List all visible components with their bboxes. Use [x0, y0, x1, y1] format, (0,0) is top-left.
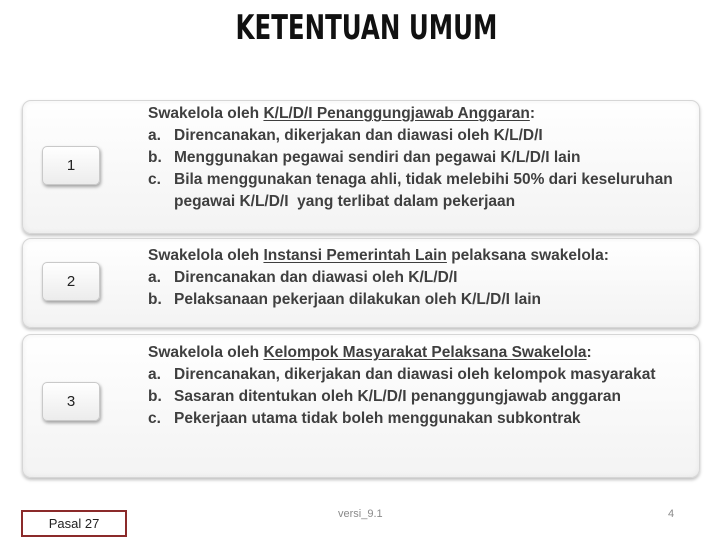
section-number-3: 3: [42, 382, 100, 421]
list-item: [148, 147, 696, 169]
version-label: versi_9.1: [338, 508, 383, 520]
item-letter: a.: [148, 269, 161, 286]
section-heading: [148, 342, 696, 364]
section-heading: [148, 103, 696, 125]
heading-suffix: :: [529, 105, 535, 122]
list-item: [148, 267, 696, 289]
item-text: Direncanakan, dikerjakan dan diawasi oleh K/L/D/I: [174, 127, 543, 144]
item-letter: c.: [148, 171, 161, 188]
item-text: Pekerjaan utama tidak boleh menggunakan subkontrak: [174, 410, 581, 427]
list-item: [148, 169, 696, 213]
item-text: Sasaran ditentukan oleh K/L/D/I penanggungjawab anggaran: [174, 388, 621, 405]
item-text: Bila menggunakan tenaga ahli, tidak melebihi 50% dari keseluruhan pegawai K/L/D/I yang terlibat dalam pekerjaan: [174, 171, 678, 210]
section-content-2: [148, 245, 696, 311]
heading-prefix: Swakelola oleh: [148, 344, 264, 361]
list-item: [148, 364, 696, 386]
heading-prefix: Swakelola oleh: [148, 105, 264, 122]
section-content-1: [148, 103, 696, 213]
list-item: [148, 386, 696, 408]
heading-prefix: Swakelola oleh: [148, 247, 264, 264]
item-letter: a.: [148, 127, 161, 144]
heading-suffix: :: [586, 344, 592, 361]
heading-underlined: K/L/D/I Penanggungjawab Anggaran: [263, 105, 530, 122]
item-text: Menggunakan pegawai sendiri dan pegawai K/L/D/I lain: [174, 149, 581, 166]
item-letter: a.: [148, 366, 161, 383]
item-text: Pelaksanaan pekerjaan dilakukan oleh K/L/D/I lain: [174, 291, 541, 308]
slide-title: KETENTUAN UMUM: [235, 8, 498, 48]
section-number-1: 1: [42, 146, 100, 185]
list-item: [148, 408, 696, 430]
section-content-3: [148, 342, 696, 430]
list-item: [148, 125, 696, 147]
page-number: 4: [668, 508, 675, 520]
item-letter: b.: [148, 388, 162, 405]
item-letter: c.: [148, 410, 161, 427]
pasal-label: Pasal 27: [21, 510, 127, 537]
item-letter: b.: [148, 291, 162, 308]
section-heading: [148, 245, 696, 267]
item-text: Direncanakan dan diawasi oleh K/L/D/I: [174, 269, 458, 286]
item-letter: b.: [148, 149, 162, 166]
item-text: Direncanakan, dikerjakan dan diawasi oleh kelompok masyarakat: [174, 366, 656, 383]
heading-underlined: Instansi Pemerintah Lain: [263, 247, 447, 264]
list-item: [148, 289, 696, 311]
section-number-2: 2: [42, 262, 100, 301]
heading-underlined: Kelompok Masyarakat Pelaksana Swakelola: [263, 344, 587, 361]
heading-suffix: pelaksana swakelola:: [446, 247, 609, 264]
